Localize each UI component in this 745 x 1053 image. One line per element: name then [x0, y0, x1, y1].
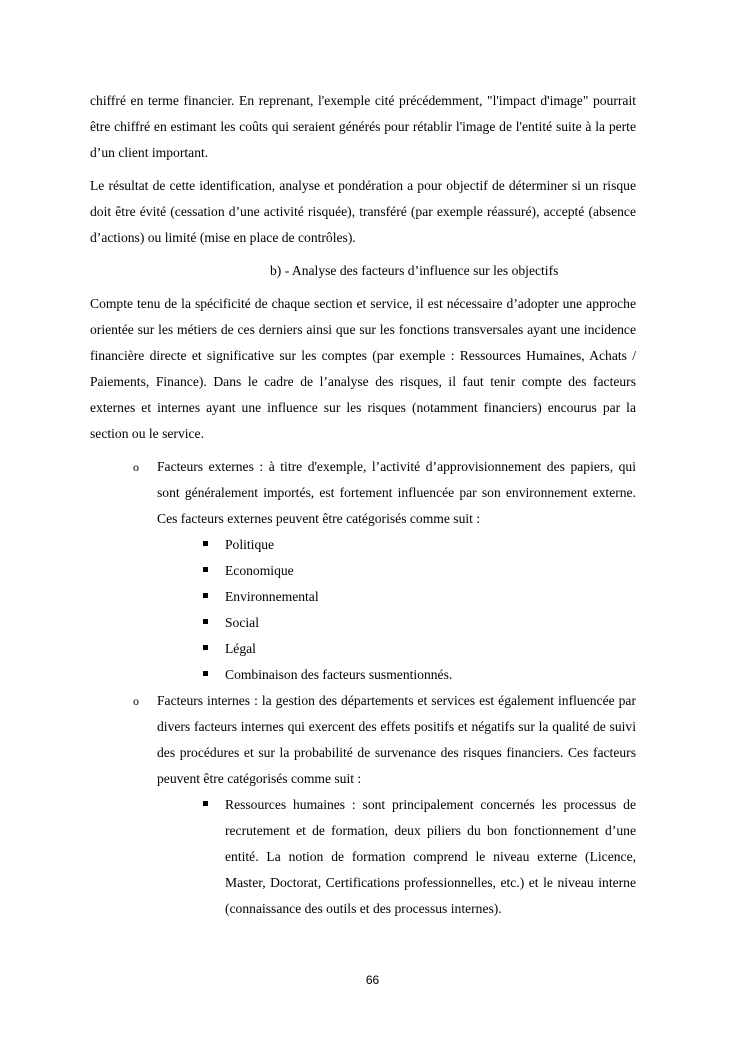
square-bullet-icon	[203, 541, 208, 546]
square-bullet-icon	[203, 645, 208, 650]
sublist-item-text: Légal	[225, 641, 256, 656]
sublist-item-text: Ressources humaines : sont principalement concernés les processus de recrutement et de formation, deux piliers du bon fonctionnement d’une entité. La notion de formation comprend le niveau externe (Licence, Master, Doctorat, Certifications professionnelles, etc.) et le niveau interne (connaissance des outils et des processus internes).	[225, 797, 636, 916]
sublist-item	[157, 792, 636, 922]
square-bullet-icon	[203, 567, 208, 572]
sublist-item	[157, 636, 636, 662]
sublist-item	[157, 584, 636, 610]
sublist-item	[157, 532, 636, 558]
sublist-item-text: Politique	[225, 537, 275, 552]
internal-factors-sublist	[157, 792, 636, 922]
sublist-item	[157, 610, 636, 636]
paragraph-1: chiffré en terme financier. En reprenant, l'exemple cité précédemment, "l'impact d'image" pourrait être chiffré en estimant les coûts qui seraient générés pour rétablir l'image de l'entité suite à la perte d’un client important.	[90, 93, 636, 160]
paragraph-2: Le résultat de cette identification, analyse et pondération a pour objectif de déterminer si un risque doit être évité (cessation d’une activité risquée), transféré (par exemple réassuré), accepté (absence d’actions) ou limité (mise en place de contrôles).	[90, 178, 636, 245]
list-item-external-factors	[90, 454, 636, 688]
external-factors-text: Facteurs externes : à titre d'exemple, l’activité d’approvisionnement des papiers, qui sont généralement importés, est fortement influencée par son environnement externe. Ces facteurs externes peuvent être catégorisés comme suit :	[157, 459, 636, 526]
sublist-item-text: Environnemental	[225, 589, 319, 604]
sublist-item	[157, 662, 636, 688]
section-heading: b) - Analyse des facteurs d’influence sur les objectifs	[270, 263, 559, 278]
list-item-internal-factors	[90, 688, 636, 922]
factors-list	[90, 454, 636, 922]
sublist-item-text: Combinaison des facteurs susmentionnés.	[225, 667, 453, 682]
circle-bullet-icon: o	[133, 694, 139, 708]
page-number: 66	[365, 973, 380, 987]
paragraph-3: Compte tenu de la spécificité de chaque section et service, il est nécessaire d’adopter une approche orientée sur les métiers de ces derniers ainsi que sur les fonctions transversales ayant une incidence financière directe et significative sur les comptes (par exemple : Ressources Humaines, Achats / Paiements, Finance). Dans le cadre de l’analyse des risques, il faut tenir compte des facteurs externes et internes ayant une influence sur les risques (notamment financiers) encourus par la section ou le service.	[90, 296, 636, 441]
square-bullet-icon	[203, 671, 208, 676]
circle-bullet-icon: o	[133, 460, 139, 474]
external-factors-sublist	[157, 532, 636, 688]
square-bullet-icon	[203, 619, 208, 624]
sublist-item-text: Economique	[225, 563, 294, 578]
sublist-item-text: Social	[225, 615, 259, 630]
sublist-item	[157, 558, 636, 584]
internal-factors-text: Facteurs internes : la gestion des départements et services est également influencée par divers facteurs internes qui exercent des effets positifs et négatifs sur la qualité de suivi des procédures et sur la probabilité de survenance des risques financiers. Ces facteurs peuvent être catégorisés comme suit :	[157, 693, 636, 786]
square-bullet-icon	[203, 593, 208, 598]
square-bullet-icon	[203, 801, 208, 806]
page-content	[90, 88, 636, 922]
